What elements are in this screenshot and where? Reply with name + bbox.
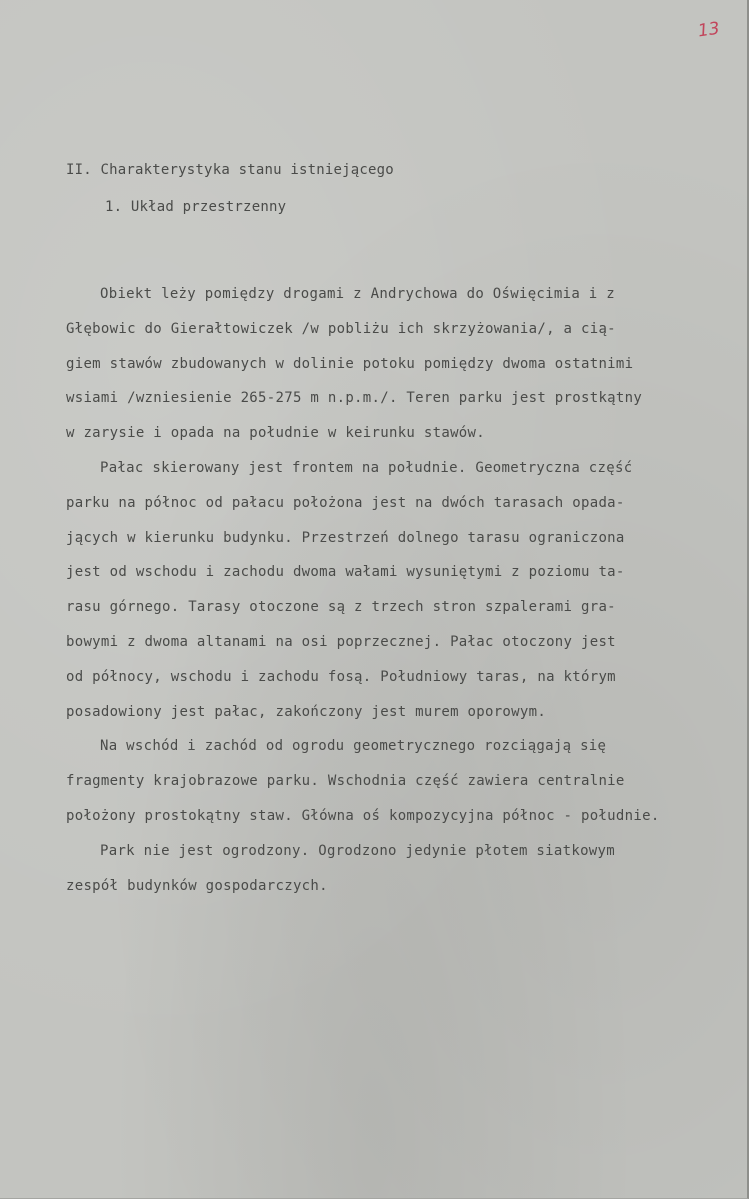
- text-line: posadowiony jest pałac, zakończony jest murem oporowym.: [66, 703, 547, 720]
- text-line: Głębowic do Gierałtowiczek /w pobliżu ich skrzyżowania/, a cią-: [66, 320, 616, 337]
- text-line: Pałac skierowany jest frontem na południe. Geometryczna część: [100, 459, 633, 476]
- text-line: Na wschód i zachód od ogrodu geometrycznego rozciągają się: [100, 738, 607, 755]
- text-line: giem stawów zbudowanych w dolinie potoku pomiędzy dwoma ostatnimi: [66, 355, 634, 372]
- text-line: zespół budynków gospodarczych.: [66, 877, 328, 894]
- page-number: 13: [696, 18, 721, 42]
- text-line: fragmenty krajobrazowe parku. Wschodnia część zawiera centralnie: [66, 773, 625, 790]
- text-line: od północy, wschodu i zachodu fosą. Południowy taras, na którym: [66, 668, 616, 685]
- text-line: jest od wschodu i zachodu dwoma wałami wysuniętymi z poziomu ta-: [66, 564, 625, 581]
- subsection-heading: 1. Układ przestrzenny: [105, 199, 287, 215]
- text-line: Obiekt leży pomiędzy drogami z Andrychowa do Oświęcimia i z: [100, 286, 615, 302]
- text-line: rasu górnego. Tarasy otoczone są z trzech stron szpalerami gra-: [66, 599, 616, 616]
- text-line: parku na północ od pałacu położona jest na dwóch tarasach opada-: [66, 494, 625, 511]
- text-line: jących w kierunku budynku. Przestrzeń dolnego tarasu ograniczona: [66, 529, 625, 546]
- section-heading: II. Charakterystyka stanu istniejącego: [66, 162, 394, 178]
- text-line: bowymi z dwoma altanami na osi poprzecznej. Pałac otoczony jest: [66, 633, 616, 650]
- text-line: Park nie jest ogrodzony. Ogrodzono jedynie płotem siatkowym: [100, 842, 615, 859]
- text-line: wsiami /wzniesienie 265-275 m n.p.m./. Teren parku jest prostkątny: [66, 390, 643, 407]
- body-text: [66, 284, 741, 910]
- text-line: położony prostokątny staw. Główna oś kompozycyjna północ - południe.: [66, 807, 660, 824]
- text-line: w zarysie i opada na południe w keirunku stawów.: [66, 425, 485, 442]
